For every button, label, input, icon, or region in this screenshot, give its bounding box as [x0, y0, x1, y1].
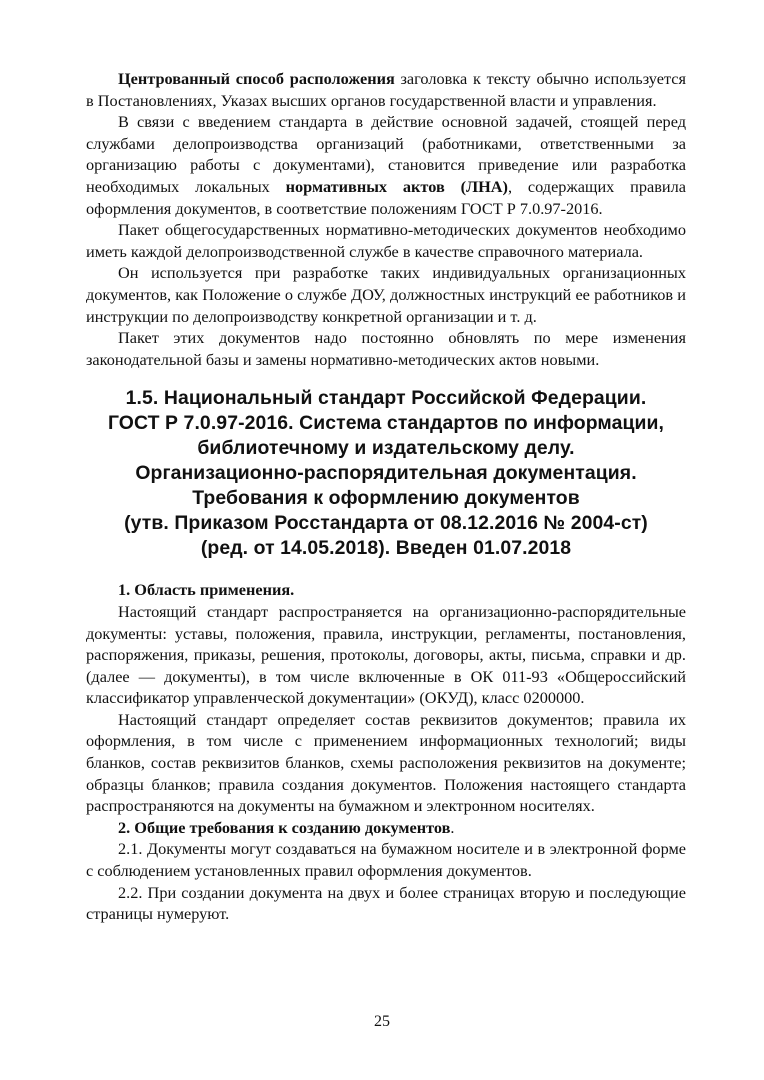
- paragraph-centered-method: [86, 68, 686, 111]
- paragraph-rule-2-2: 2.2. При создании документа на двух и более страницах вторую и последующие страницы нумеруют.: [86, 882, 686, 924]
- paragraph-document-package: Пакет общегосударственных нормативно-методических документов необходимо иметь каждой делопроизводственной службе в качестве справочного материала.: [86, 220, 686, 261]
- heading-line: 1.5. Национальный стандарт Российской Федерации.: [125, 387, 647, 410]
- paragraph-text: заголовка к тексту обычно используется в Постановлениях, Указах высших органов государственной власти и управления.: [86, 69, 686, 110]
- paragraph-package-update: Пакет этих документов надо постоянно обновлять по мере изменения законодательной базы и замены нормативно-методических актов новыми.: [86, 328, 686, 369]
- heading-line: библиотечному и издательскому делу.: [197, 437, 575, 460]
- bold-term: нормативных актов (ЛНА): [285, 176, 508, 196]
- paragraph-standard-introduction: [86, 111, 686, 219]
- heading-line: (ред. от 14.05.2018). Введен 01.07.2018: [200, 537, 572, 560]
- bold-term: Центрованный способ расположения: [118, 69, 395, 88]
- bold-term: 2. Общие требования к созданию документов: [118, 817, 451, 837]
- paragraph-text: В связи с введением стандарта в действие основной задачей, стоящей перед службами делопроизводства организаций (работниками, ответственными за организацию работы с документами), становится приведение или разработка необходимых локальных: [86, 112, 686, 196]
- heading-line: Требования к оформлению документов: [192, 487, 580, 510]
- bold-term: 1. Область применения.: [118, 580, 295, 600]
- paragraph-text: , содержащих правила оформления документов, в соответствие положениям ГОСТ Р 7.0.97-2016.: [86, 176, 686, 218]
- paragraph-rule-2-1: 2.1. Документы могут создаваться на бумажном носителе и в электронной форме с соблюдением установленных правил оформления документов.: [86, 839, 686, 881]
- heading-line: (утв. Приказом Росстандарта от 08.12.2016 № 2004-ст): [124, 512, 648, 535]
- subsection-title-scope: [86, 579, 686, 601]
- paragraph-scope: Настоящий стандарт распространяется на организационно-распорядительные документы: уставы, положения, правила, инструкции, регламенты, постановления, распоряжения, приказы, решения, протоколы, договоры, акты, письма, справки и др. (далее — документы), в том числе включенные в ОК 011-93 «Общероссийский классификатор управленческой документации» (ОКУД), класс 0200000.: [86, 601, 686, 708]
- paragraph-package-usage: Он используется при разработке таких индивидуальных организационных документов, как Положение о службе ДОУ, должностных инструкций ее работников и инструкции по делопроизводству конкретной организации и т. д.: [86, 263, 686, 326]
- paragraph-standard-contents: Настоящий стандарт определяет состав реквизитов документов; правила их оформления, в том числе с применением информационных технологий; виды бланков, состав реквизитов бланков, схемы расположения реквизитов на документе; образцы бланков; правила создания документов. Положения настоящего стандарта распространяются на документы на бумажном и электронном носителях.: [86, 709, 686, 816]
- heading-line: ГОСТ Р 7.0.97-2016. Система стандартов по информации,: [107, 412, 665, 435]
- page-number: 25: [374, 1013, 390, 1030]
- heading-line: Организационно-распорядительная документация.: [135, 462, 637, 485]
- subsection-title-requirements: 2. Общие требования к созданию документов.: [118, 817, 455, 837]
- section-heading: [86, 386, 686, 561]
